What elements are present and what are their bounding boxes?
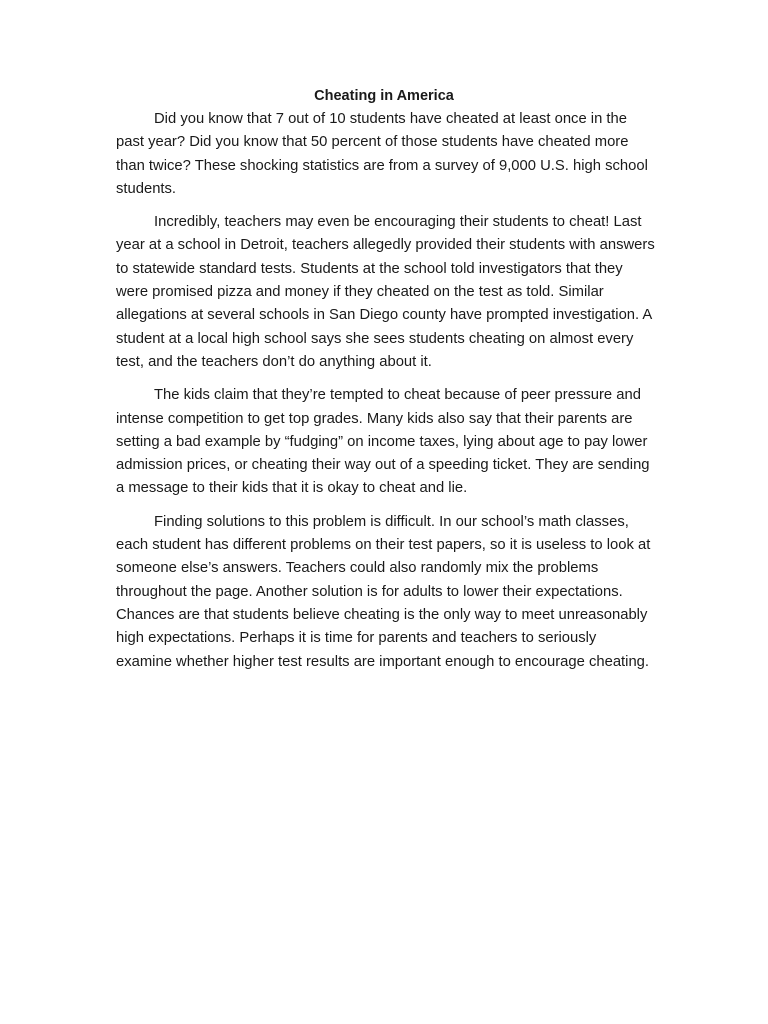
document-title: Cheating in America [314,88,454,104]
paragraph-3: The kids claim that they’re tempted to cheat because of peer pressure and intense competition to get top grades. Many kids also say that their parents are setting a bad example by “fudging” on income taxes, lying about age to pay lower admission prices, or cheating their way out of a speeding ticket. They are sending a message to their kids that it is okay to cheat and lie. [116,387,650,497]
paragraph-2: Incredibly, teachers may even be encouraging their students to cheat! Last year at a school in Detroit, teachers allegedly provided their students with answers to statewide standard tests. Students at the school told investigators that they were promised pizza and money if they cheated on the test as told. Similar allegations at several schools in San Diego county have prompted investigation. A student at a local high school says she sees students cheating on almost every test, and the teachers don’t do anything about it. [116,214,655,370]
document-body [116,108,656,684]
paragraph-4: Finding solutions to this problem is difficult. In our school’s math classes, each student has different problems on their test papers, so it is useless to look at someone else’s answers. Teachers could also randomly mix the problems throughout the page. Another solution is for adults to lower their expectations. Chances are that students believe cheating is the only way to meet unreasonably high expectations. Perhaps it is time for parents and teachers to seriously examine whether higher test results are important enough to encourage cheating. [116,513,651,670]
paragraph-1: Did you know that 7 out of 10 students have cheated at least once in the past year? Did you know that 50 percent of those students have cheated more than twice? These shocking statistics are from a survey of 9,000 U.S. high school students. [116,111,648,197]
